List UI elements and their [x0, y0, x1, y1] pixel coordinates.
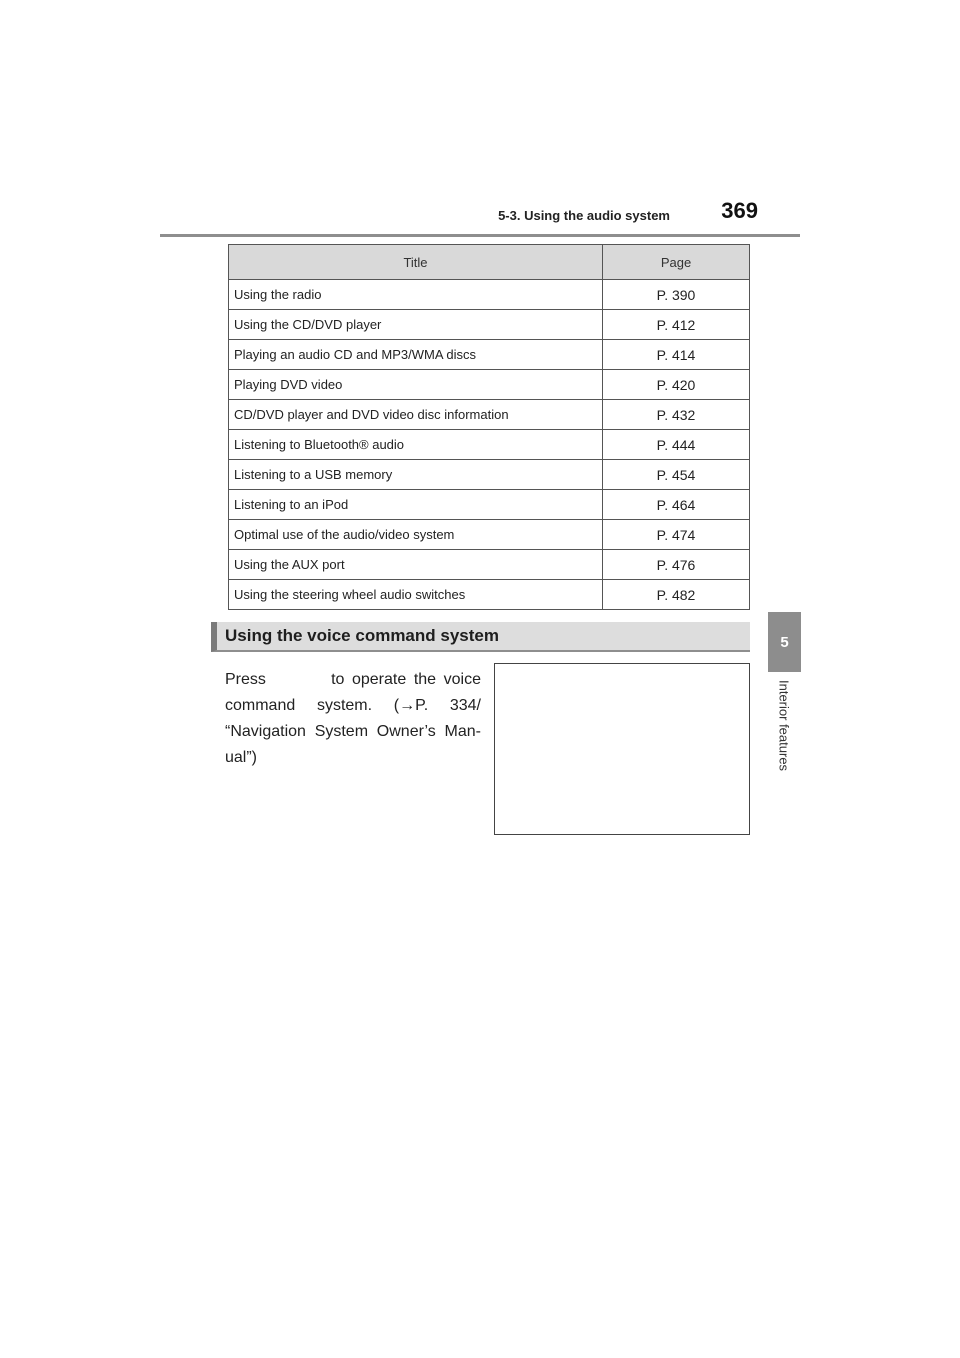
instruction-text: to operate the voice command system. (→P. 334/ “Navigation System Owner’s Man-ual”) — [225, 671, 481, 766]
table-row — [229, 400, 750, 430]
row-page: P. 420 — [603, 370, 750, 400]
page-header — [160, 196, 800, 237]
table-row — [229, 580, 750, 610]
row-title: Playing an audio CD and MP3/WMA discs — [229, 340, 603, 370]
table-row — [229, 490, 750, 520]
table-row — [229, 310, 750, 340]
row-page: P. 414 — [603, 340, 750, 370]
table-row — [229, 550, 750, 580]
row-title: Using the steering wheel audio switches — [229, 580, 603, 610]
chapter-tab: 5 — [768, 612, 801, 672]
row-title: Using the CD/DVD player — [229, 310, 603, 340]
row-page: P. 412 — [603, 310, 750, 340]
table-row — [229, 370, 750, 400]
table-row — [229, 520, 750, 550]
talk-switch-icon — [273, 674, 323, 686]
table-header-row — [229, 245, 750, 280]
table-row — [229, 280, 750, 310]
row-title: Using the AUX port — [229, 550, 603, 580]
page-number: 369 — [721, 198, 758, 223]
row-page: P. 474 — [603, 520, 750, 550]
press-text: Press — [225, 671, 266, 688]
row-title: Listening to an iPod — [229, 490, 603, 520]
row-page: P. 464 — [603, 490, 750, 520]
row-page: P. 482 — [603, 580, 750, 610]
section-title: 5-3. Using the audio system — [498, 208, 670, 223]
chapter-label: Interior features — [776, 680, 792, 772]
row-page: P. 390 — [603, 280, 750, 310]
row-page: P. 454 — [603, 460, 750, 490]
voice-command-heading — [211, 622, 750, 652]
row-page: P. 444 — [603, 430, 750, 460]
row-title: Optimal use of the audio/video system — [229, 520, 603, 550]
illustration-frame — [494, 663, 750, 835]
row-page: P. 432 — [603, 400, 750, 430]
row-page: P. 476 — [603, 550, 750, 580]
voice-command-paragraph — [225, 667, 481, 771]
section-heading: Using the voice command system — [225, 626, 499, 645]
row-title: Playing DVD video — [229, 370, 603, 400]
table-row — [229, 460, 750, 490]
row-title: Listening to a USB memory — [229, 460, 603, 490]
row-title: CD/DVD player and DVD video disc information — [229, 400, 603, 430]
row-title: Using the radio — [229, 280, 603, 310]
table-row — [229, 430, 750, 460]
column-header-title: Title — [229, 245, 603, 280]
audio-contents-table — [228, 244, 750, 610]
column-header-page: Page — [603, 245, 750, 280]
row-title: Listening to Bluetooth® audio — [229, 430, 603, 460]
table-row — [229, 340, 750, 370]
